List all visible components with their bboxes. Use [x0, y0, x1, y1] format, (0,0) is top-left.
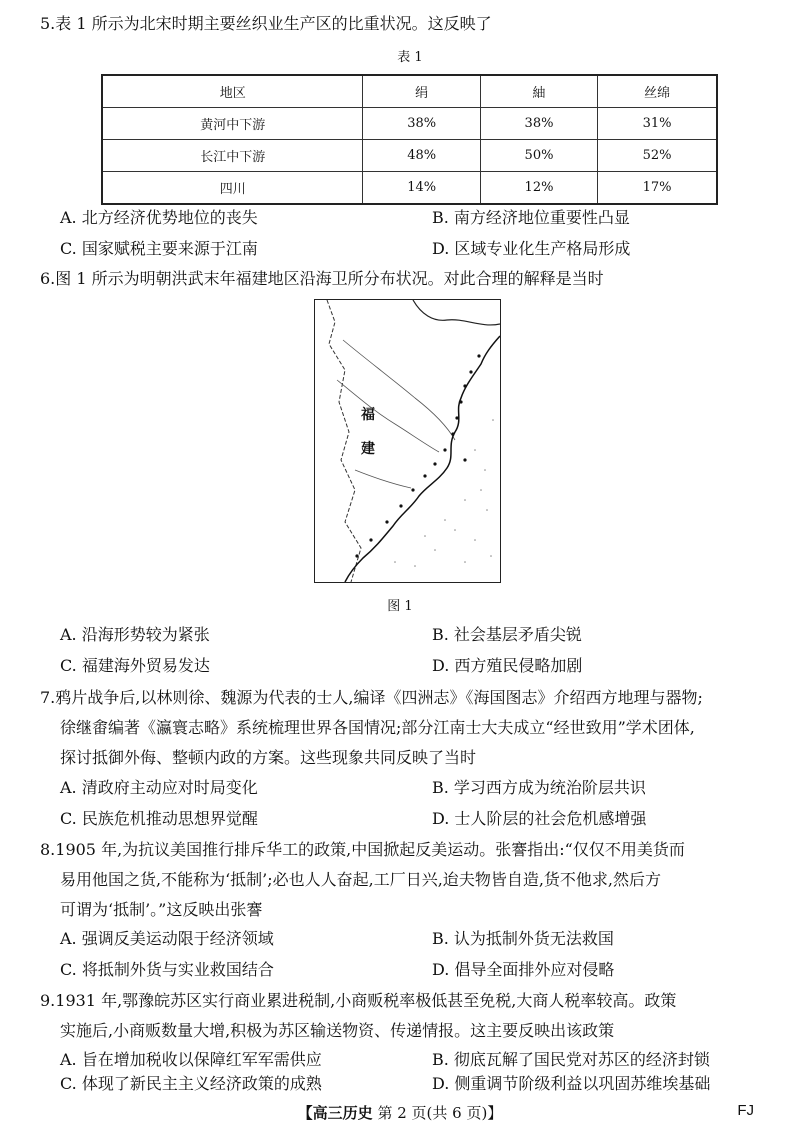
q8-stem-line-2: 易用他国之货,不能称为‘抵制’;必也人人奋起,工厂日兴,迨夫物皆自造,货不他求,然后方 — [60, 870, 661, 889]
q8-stem-line-1: 8.1905 年,为抗议美国推行排斥华工的政策,中国掀起反美运动。张謇指出:“仅仅不用美货而 — [40, 840, 685, 859]
q6-option-d[interactable]: D. 西方殖民侵略加剧 — [432, 656, 583, 675]
q5-stem: 5.表 1 所示为北宋时期主要丝织业生产区的比重状况。这反映了 — [40, 14, 492, 33]
q9-option-a[interactable]: A. 旨在增加税收以保障红军军需供应 — [60, 1050, 322, 1069]
q8-option-a[interactable]: A. 强调反美运动限于经济领域 — [60, 929, 274, 948]
figure-caption: 图 1 — [387, 599, 413, 614]
q6-option-a[interactable]: A. 沿海形势较为紧张 — [60, 625, 210, 644]
q7-stem-line-1: 7.鸦片战争后,以林则徐、魏源为代表的士人,编译《四洲志》《海国图志》介绍西方地理与器物; — [40, 688, 703, 707]
q8-option-b[interactable]: B. 认为抵制外货无法救国 — [432, 929, 614, 948]
q8-option-d[interactable]: D. 倡导全面排外应对侵略 — [432, 960, 615, 979]
table-cell: 38% — [480, 108, 597, 140]
q7-option-b[interactable]: B. 学习西方成为统治阶层共识 — [432, 778, 646, 797]
table-cell: 52% — [598, 140, 717, 172]
q6-stem: 6.图 1 所示为明朝洪武末年福建地区沿海卫所分布状况。对此合理的解释是当时 — [40, 269, 604, 288]
table-cell: 38% — [363, 108, 480, 140]
map-drawing — [315, 300, 500, 582]
table-header-row — [102, 75, 717, 108]
footer-page: 第 2 页(共 6 页)】 — [377, 1104, 503, 1122]
table-cell: 长江中下游 — [102, 140, 363, 172]
table-cell: 50% — [480, 140, 597, 172]
table-row — [102, 108, 717, 140]
map-label-fu: 福 — [361, 407, 375, 423]
table-cell: 四川 — [102, 172, 363, 205]
q7-stem-line-2: 徐继畬编著《瀛寰志略》系统梳理世界各国情况;部分江南士大夫成立“经世致用”学术团体, — [60, 718, 695, 737]
q6-option-b[interactable]: B. 社会基层矛盾尖锐 — [432, 625, 582, 644]
map-label-jian: 建 — [361, 441, 375, 457]
q9-stem-line-1: 9.1931 年,鄂豫皖苏区实行商业累进税制,小商贩税率极低甚至免税,大商人税率较高。政策 — [40, 991, 677, 1010]
q5-option-a[interactable]: A. 北方经济优势地位的丧失 — [60, 208, 258, 227]
q6-option-c[interactable]: C. 福建海外贸易发达 — [60, 656, 210, 675]
q7-stem-line-3: 探讨抵御外侮、整顿内政的方案。这些现象共同反映了当时 — [60, 748, 477, 767]
q7-option-a[interactable]: A. 清政府主动应对时局变化 — [60, 778, 258, 797]
table-cell: 12% — [480, 172, 597, 205]
footer-subject: 【高三历史 — [297, 1104, 373, 1122]
q9-option-b[interactable]: B. 彻底瓦解了国民党对苏区的经济封锁 — [432, 1050, 710, 1069]
footer-code: FJ — [737, 1102, 754, 1119]
q9-option-c[interactable]: C. 体现了新民主主义经济政策的成熟 — [60, 1074, 322, 1093]
fujian-coastal-map — [314, 299, 501, 583]
q8-stem-line-3: 可谓为‘抵制’。”这反映出张謇 — [60, 900, 263, 919]
table-caption: 表 1 — [397, 50, 423, 65]
table-cell: 17% — [598, 172, 717, 205]
table-header: 丝绵 — [598, 75, 717, 108]
table-cell: 14% — [363, 172, 480, 205]
q5-option-c[interactable]: C. 国家赋税主要来源于江南 — [60, 239, 258, 258]
table-cell: 31% — [598, 108, 717, 140]
table-row — [102, 172, 717, 205]
q8-option-c[interactable]: C. 将抵制外货与实业救国结合 — [60, 960, 274, 979]
table-header: 紬 — [480, 75, 597, 108]
table-row — [102, 140, 717, 172]
q7-option-d[interactable]: D. 士人阶层的社会危机感增强 — [432, 809, 647, 828]
page-footer — [0, 1102, 800, 1123]
table-cell: 48% — [363, 140, 480, 172]
table-header: 地区 — [102, 75, 363, 108]
q5-option-b[interactable]: B. 南方经济地位重要性凸显 — [432, 208, 630, 227]
table-header: 绢 — [363, 75, 480, 108]
silk-production-table — [101, 74, 718, 205]
q9-option-d[interactable]: D. 侧重调节阶级利益以巩固苏维埃基础 — [432, 1074, 711, 1093]
q9-stem-line-2: 实施后,小商贩数量大增,积极为苏区输送物资、传递情报。这主要反映出该政策 — [60, 1021, 615, 1040]
q7-option-c[interactable]: C. 民族危机推动思想界觉醒 — [60, 809, 258, 828]
q5-option-d[interactable]: D. 区域专业化生产格局形成 — [432, 239, 631, 258]
table-cell: 黄河中下游 — [102, 108, 363, 140]
